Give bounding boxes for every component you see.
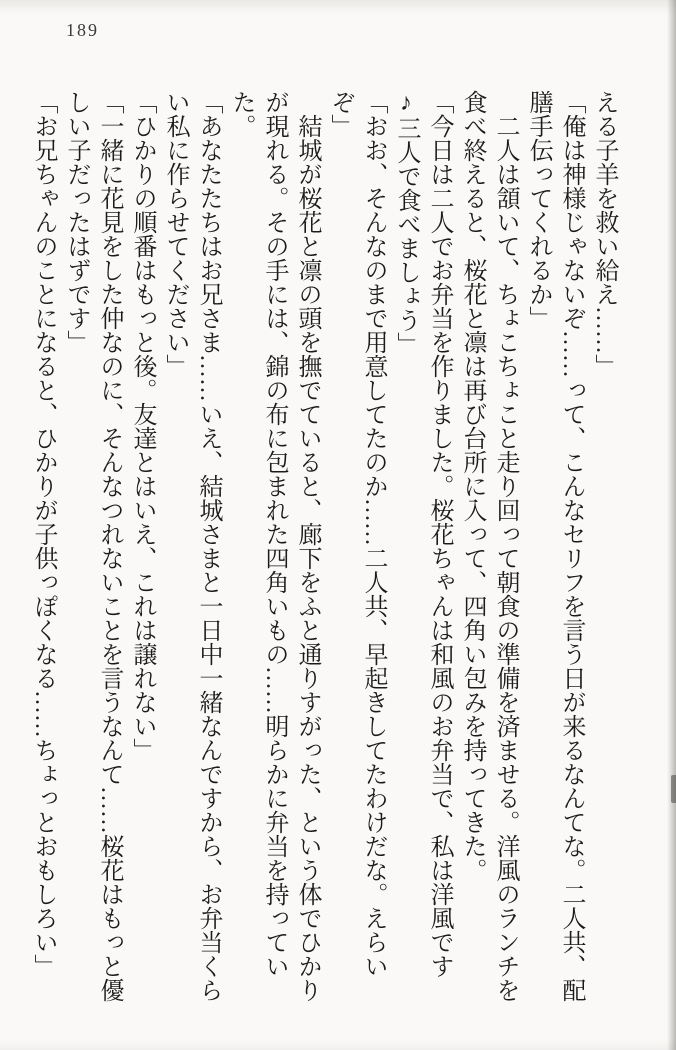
paragraph: 「あなたたちはお兄さま……いえ、結城さまと一日中一緒なんですから、お弁当くらい私に作らせてください」 <box>162 90 221 1002</box>
page-edge-shadow <box>667 0 676 1050</box>
paragraph: 「おお、そんなのまで用意してたのか……二人共、早起きしてたわけだな。えらいぞ」 <box>327 90 386 978</box>
paragraph: 「一緒に花見をした仲なのに、そんなつれないことを言うなんて……桜花はもっと優しい子だったはずです」 <box>63 90 122 1002</box>
paragraph: える子羊を救い給え……」 <box>591 90 617 378</box>
page-edge-mark <box>671 775 676 803</box>
paragraph: 「今日は二人でお弁当を作りました。桜花ちゃんは和風のお弁当で、私は洋風です♪三人で食べましょう」 <box>393 90 452 978</box>
paragraph: 二人は頷いて、ちょこちょこと走り回って朝食の準備を済ませる。洋風のランチを食べ終えると、桜花と凛は再び台所に入って、四角い包みを持ってきた。 <box>459 90 518 1002</box>
hanging-punctuation: 。 <box>228 114 254 138</box>
paragraph: 「ひかりの順番はもっと後。友達とはいえ、これは譲れない」 <box>129 90 155 762</box>
paragraph: 「お兄ちゃんのことになると、ひかりが子供っぽくなる……ちょっとおもしろい」 <box>30 90 56 978</box>
page-number: 189 <box>66 20 99 40</box>
paragraph: 結城が桜花と凛の頭を撫でていると、廊下をふと通りすがった、という体でひかりが現れる。その手には、錦の布に包まれた四角いもの……明らかに弁当を持っていた。 <box>228 90 320 1002</box>
novel-text-vertical <box>26 90 620 1002</box>
paragraph: 「俺は神様じゃないぞ……って、こんなセリフを言う日が来るなんてな。二人共、配膳手伝ってくれるか」 <box>525 90 584 1002</box>
